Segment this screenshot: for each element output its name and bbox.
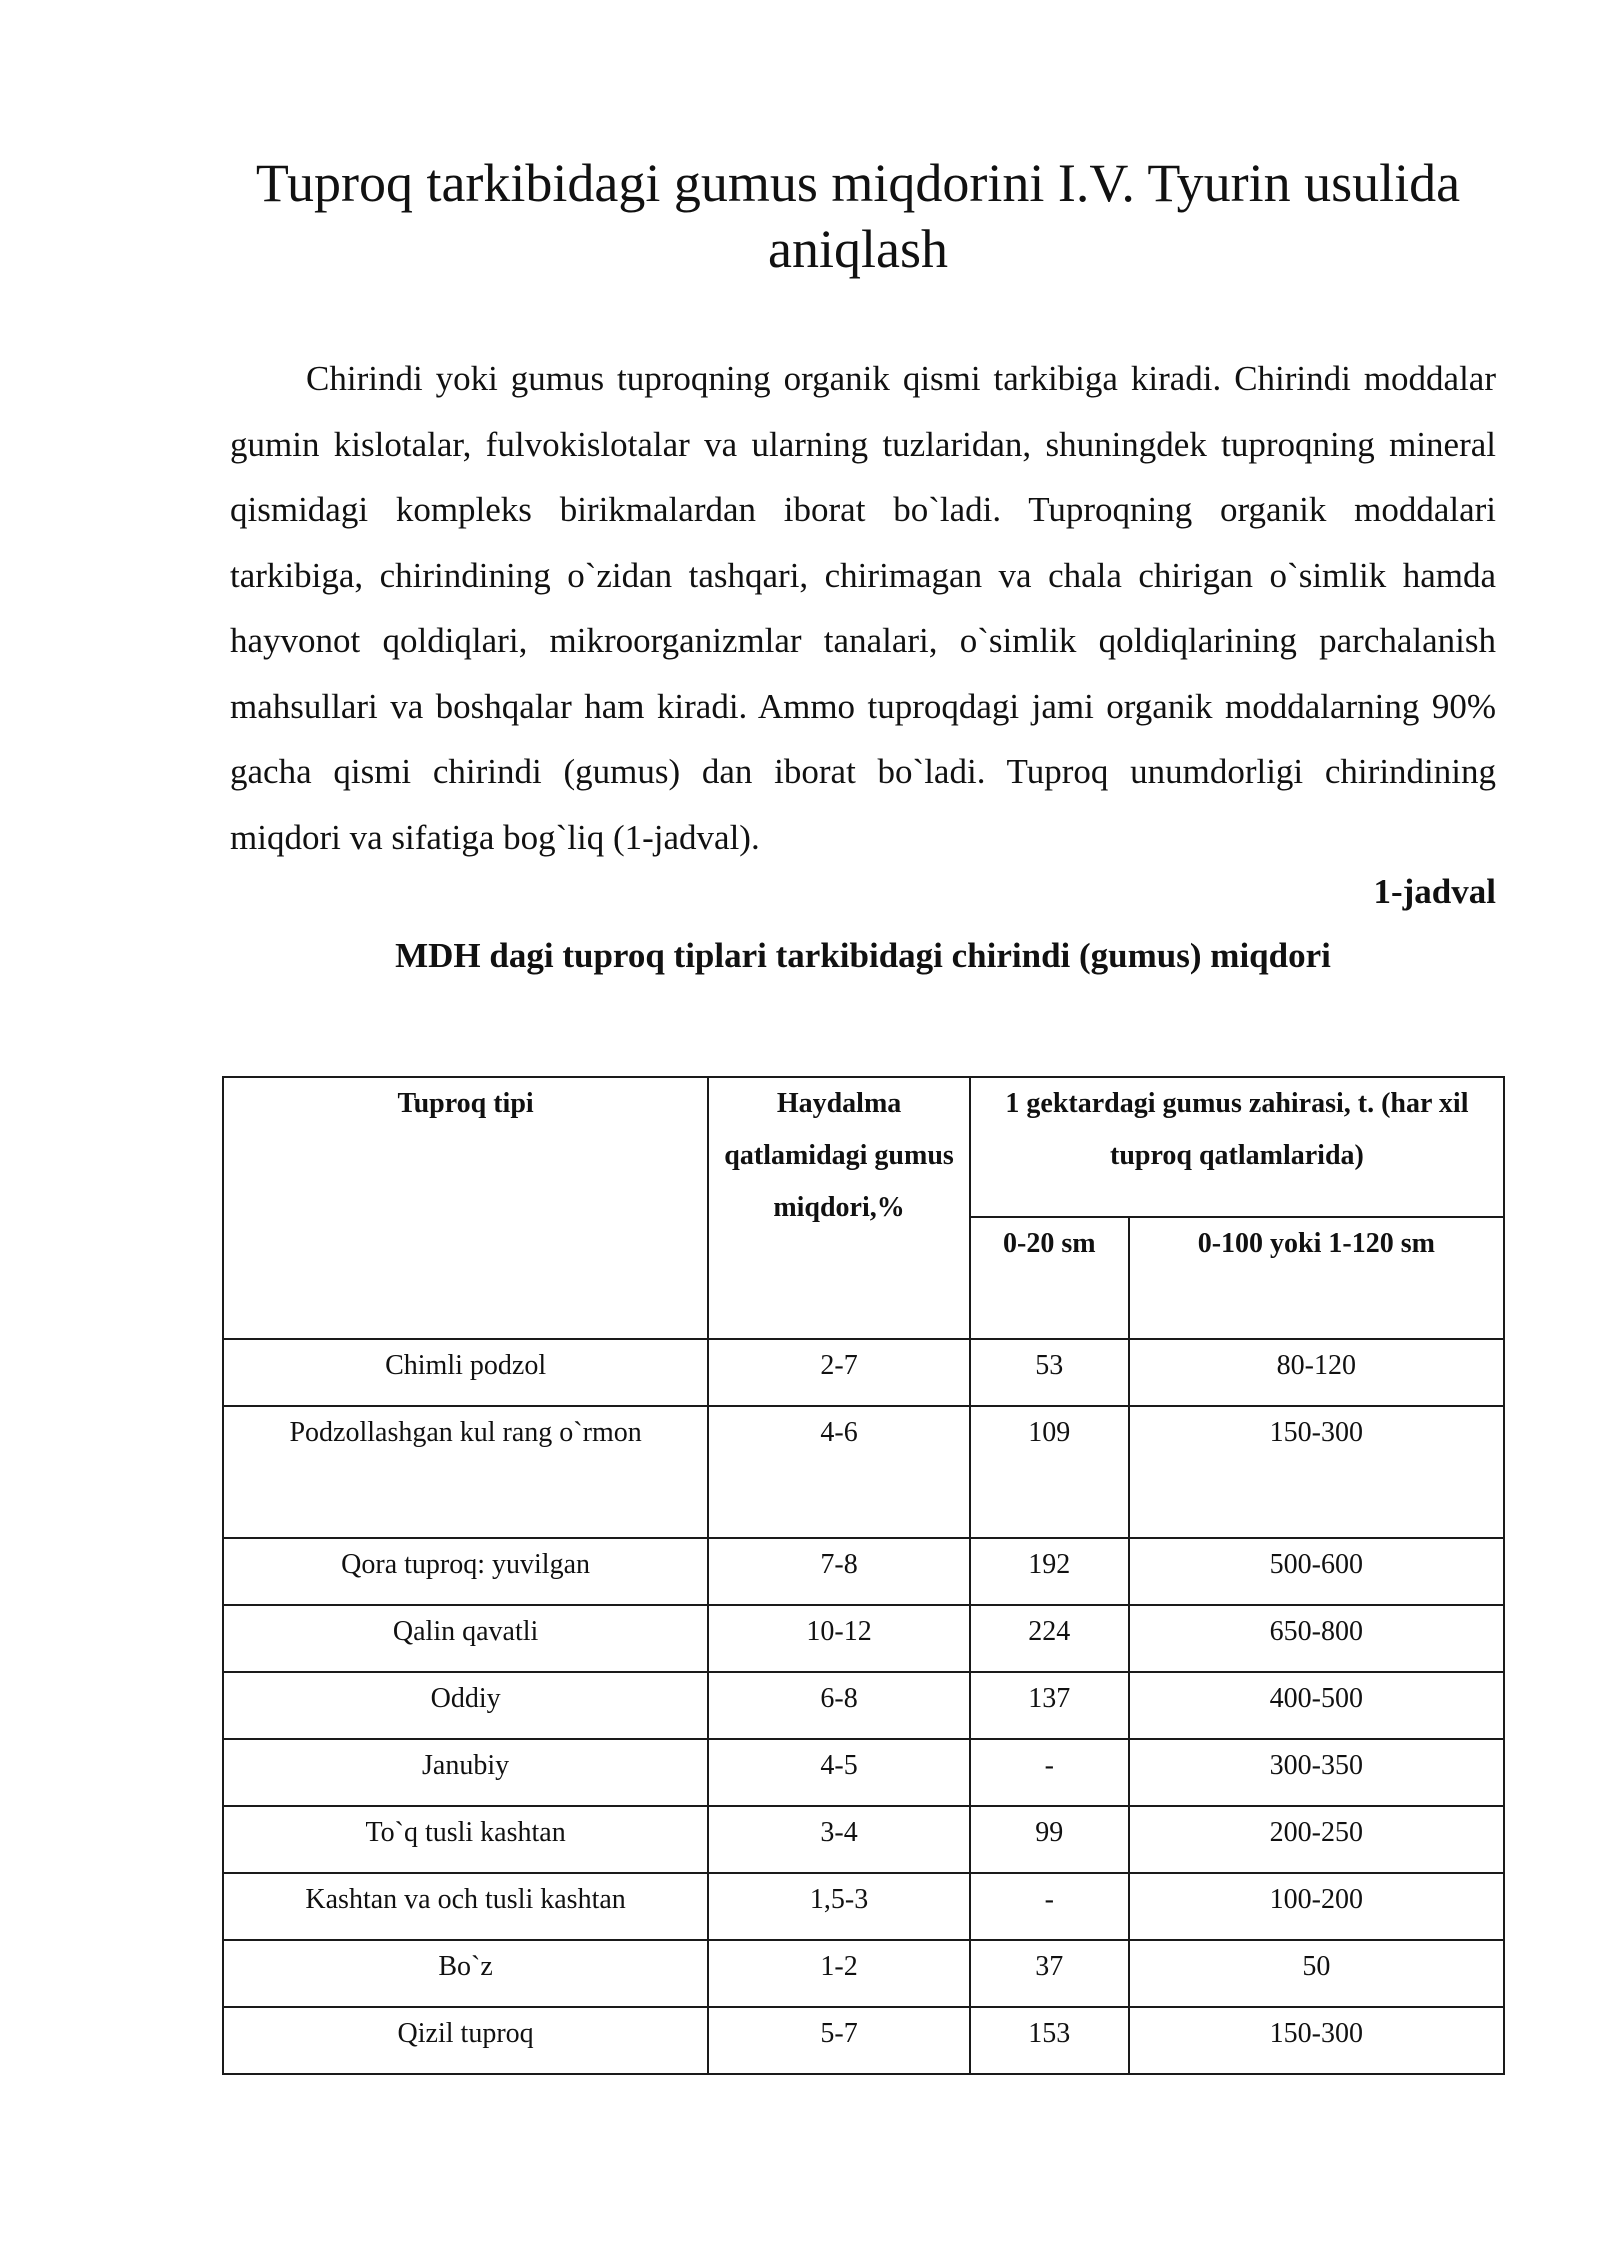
cell-soil-type: Chimli podzol: [223, 1339, 708, 1406]
cell-humus-content: 5-7: [708, 2007, 970, 2074]
cell-reserve-0-20: 137: [970, 1672, 1129, 1739]
cell-reserve-0-100: 100-200: [1129, 1873, 1504, 1940]
cell-humus-content: 1-2: [708, 1940, 970, 2007]
cell-soil-type: Qizil tuproq: [223, 2007, 708, 2074]
cell-reserve-0-100: 500-600: [1129, 1538, 1504, 1605]
header-humus-content: Haydalma qatlamidagi gumus miqdori,%: [708, 1077, 970, 1339]
table-row: [223, 1538, 1504, 1605]
cell-reserve-0-20: -: [970, 1739, 1129, 1806]
table-row: [223, 1806, 1504, 1873]
cell-reserve-0-100: 80-120: [1129, 1339, 1504, 1406]
cell-reserve-0-20: 53: [970, 1339, 1129, 1406]
cell-humus-content: 3-4: [708, 1806, 970, 1873]
header-soil-type: Tuproq tipi: [223, 1077, 708, 1339]
cell-soil-type: Janubiy: [223, 1739, 708, 1806]
cell-reserve-0-20: 99: [970, 1806, 1129, 1873]
cell-humus-content: 7-8: [708, 1538, 970, 1605]
table-body: [223, 1339, 1504, 2074]
cell-reserve-0-100: 150-300: [1129, 1406, 1504, 1538]
humus-table: [222, 1076, 1505, 2075]
cell-soil-type: Qalin qavatli: [223, 1605, 708, 1672]
cell-humus-content: 4-5: [708, 1739, 970, 1806]
cell-reserve-0-100: 650-800: [1129, 1605, 1504, 1672]
cell-soil-type: Qora tuproq: yuvilgan: [223, 1538, 708, 1605]
cell-soil-type: Oddiy: [223, 1672, 708, 1739]
table-row: [223, 1406, 1504, 1538]
table-row: [223, 1339, 1504, 1406]
cell-humus-content: 1,5-3: [708, 1873, 970, 1940]
table-row: [223, 1605, 1504, 1672]
table-row: [223, 1940, 1504, 2007]
cell-reserve-0-100: 200-250: [1129, 1806, 1504, 1873]
cell-humus-content: 4-6: [708, 1406, 970, 1538]
cell-reserve-0-100: 400-500: [1129, 1672, 1504, 1739]
cell-reserve-0-20: 109: [970, 1406, 1129, 1538]
cell-reserve-0-20: 192: [970, 1538, 1129, 1605]
cell-reserve-0-20: 224: [970, 1605, 1129, 1672]
table-row: [223, 1672, 1504, 1739]
cell-soil-type: Bo`z: [223, 1940, 708, 2007]
cell-humus-content: 6-8: [708, 1672, 970, 1739]
body-paragraph: Chirindi yoki gumus tuproqning organik qismi tarkibiga kiradi. Chirindi moddalar gumin kislotalar, fulvokislotalar va ularning tuzlaridan, shuningdek tuproqning mineral qismidagi kompleks birikmalardan iborat bo`ladi. Tuproqning organik moddalari tarkibiga, chirindining o`zidan tashqari, chirimagan va chala chirigan o`simlik hamda hayvonot qoldiqlari, mikroorganizmlar tanalari, o`simlik qoldiqlarining parchalanish mahsullari va boshqalar ham kiradi. Ammo tuproqdagi jami organik moddalarning 90% gacha qismi chirindi (gumus) dan iborat bo`ladi. Tuproq unumdorligi chirindining miqdori va sifatiga bog`liq (1-jadval).: [230, 359, 1496, 857]
cell-reserve-0-20: 153: [970, 2007, 1129, 2074]
cell-humus-content: 2-7: [708, 1339, 970, 1406]
header-reserve-group: 1 gektardagi gumus zahirasi, t. (har xil tuproq qatlamlarida): [970, 1077, 1504, 1217]
table-header-row: [223, 1077, 1504, 1217]
header-depth-0-20: 0-20 sm: [970, 1217, 1129, 1339]
table-row: [223, 2007, 1504, 2074]
header-depth-0-100: 0-100 yoki 1-120 sm: [1129, 1217, 1504, 1339]
cell-soil-type: To`q tusli kashtan: [223, 1806, 708, 1873]
cell-humus-content: 10-12: [708, 1605, 970, 1672]
table-row: [223, 1873, 1504, 1940]
cell-reserve-0-100: 50: [1129, 1940, 1504, 2007]
table-row: [223, 1739, 1504, 1806]
cell-soil-type: Podzollashgan kul rang o`rmon: [223, 1406, 708, 1538]
cell-reserve-0-20: 37: [970, 1940, 1129, 2007]
table-number: 1-jadval: [1373, 872, 1496, 911]
cell-soil-type: Kashtan va och tusli kashtan: [223, 1873, 708, 1940]
cell-reserve-0-100: 150-300: [1129, 2007, 1504, 2074]
cell-reserve-0-20: -: [970, 1873, 1129, 1940]
cell-reserve-0-100: 300-350: [1129, 1739, 1504, 1806]
table-caption: MDH dagi tuproq tiplari tarkibidagi chirindi (gumus) miqdori: [395, 936, 1331, 975]
document-title: Tuproq tarkibidagi gumus miqdorini I.V. Tyurin usulida aniqlash: [255, 153, 1461, 279]
